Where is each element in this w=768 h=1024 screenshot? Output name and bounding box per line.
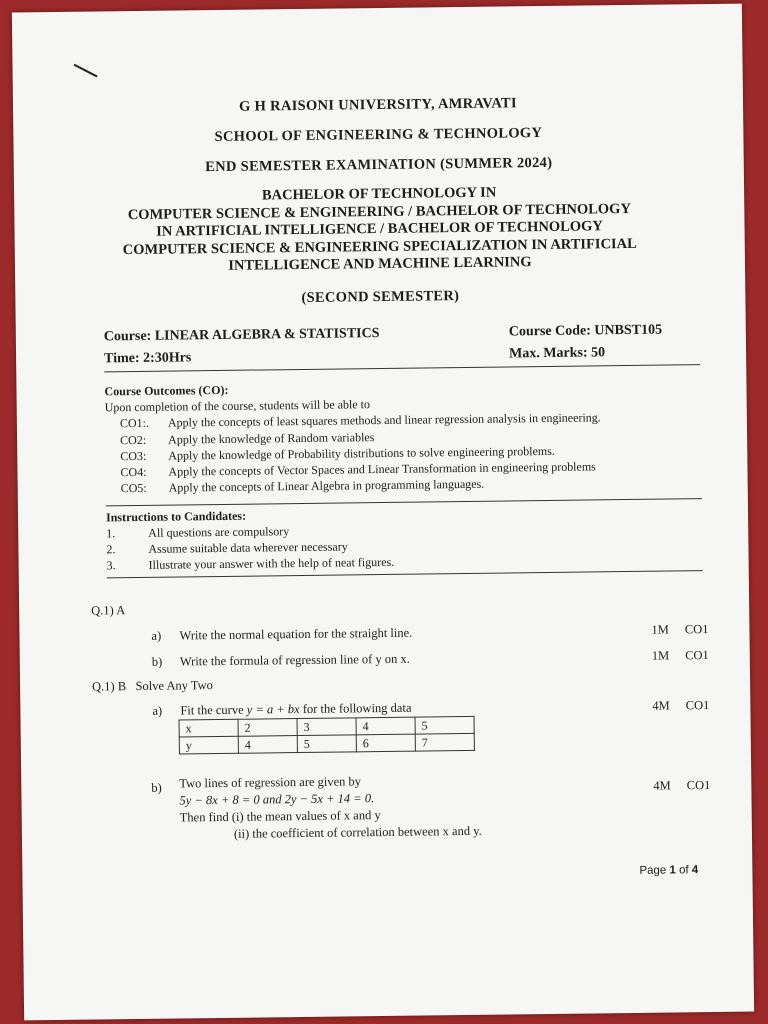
marks-co xyxy=(652,648,709,664)
marks: 1M xyxy=(651,648,670,663)
marks: 1M xyxy=(651,622,669,637)
table-cell: 4 xyxy=(238,736,297,754)
divider xyxy=(104,364,700,372)
table-cell: 5 xyxy=(415,716,474,734)
degree-line: INTELLIGENCE AND MACHINE LEARNING xyxy=(228,254,532,274)
marks: 4M xyxy=(653,778,671,793)
co-intro: Upon completion of the course, students will be able to xyxy=(104,397,371,415)
co-text: Apply the concepts of Vector Spaces and Linear Transformation in engineering problems xyxy=(168,459,596,479)
course-outcomes xyxy=(104,376,705,497)
marks-co xyxy=(651,622,708,638)
question-1a-label: Q.1) A xyxy=(91,603,126,618)
table-cell: 3 xyxy=(297,718,356,736)
page-current: 1 xyxy=(669,864,676,877)
sub-question-label: b) xyxy=(151,654,163,669)
question-label: Q.1) B xyxy=(92,679,127,694)
exam-title: END SEMESTER EXAMINATION (SUMMER 2024) xyxy=(205,154,553,176)
marks-co xyxy=(653,778,710,794)
instructions xyxy=(106,502,707,573)
data-table xyxy=(179,716,475,755)
co-text: Apply the concepts of Linear Algebra in programming languages. xyxy=(168,476,485,495)
co-code: CO3: xyxy=(120,448,147,464)
table-cell: 6 xyxy=(356,734,415,752)
sub-question-text xyxy=(179,772,482,844)
course-row-1 xyxy=(103,322,704,345)
marks-co xyxy=(652,698,709,714)
instruction-text: Assume suitable data wherever necessary xyxy=(148,539,348,556)
pen-mark xyxy=(74,64,98,78)
text-line: Then find (i) the mean values of x and y xyxy=(179,808,381,825)
degree-line: COMPUTER SCIENCE & ENGINEERING / BACHELOR OF TECHNOLOGY xyxy=(127,200,631,223)
table-cell: y xyxy=(179,736,238,754)
sub-question-label: a) xyxy=(151,628,162,643)
degree-line: IN ARTIFICIAL INTELLIGENCE / BACHELOR OF TECHNOLOGY xyxy=(156,218,603,240)
table-cell: x xyxy=(179,719,238,737)
page-total: 4 xyxy=(691,864,699,877)
question-instruction: Solve Any Two xyxy=(135,678,213,694)
page-of: of xyxy=(675,864,692,877)
instruction-number: 3. xyxy=(106,558,116,573)
degree-line: BACHELOR OF TECHNOLOGY IN xyxy=(261,184,497,204)
instruction-text: All questions are compulsory xyxy=(148,524,290,540)
exam-time: Time: 2:30Hrs xyxy=(104,350,192,367)
text-line: (ii) the coefficient of correlation between x and y. xyxy=(233,823,482,841)
instruction-number: 1. xyxy=(106,526,116,541)
text-line: Two lines of regression are given by xyxy=(179,774,362,791)
co-code: CO1:. xyxy=(119,416,149,431)
school-name: SCHOOL OF ENGINEERING & TECHNOLOGY xyxy=(214,125,543,146)
text-part: for the following data xyxy=(299,700,412,717)
table-cell: 4 xyxy=(356,717,415,735)
table-row xyxy=(179,733,474,754)
instruction-number: 2. xyxy=(106,542,116,557)
sub-question-label: b) xyxy=(151,780,162,795)
semester: (SECOND SEMESTER) xyxy=(301,287,460,306)
sub-question-label: a) xyxy=(152,703,163,718)
sub-question-text xyxy=(180,701,411,719)
table-cell: 5 xyxy=(297,735,356,753)
co-text: Apply the knowledge of Random variables xyxy=(168,429,375,447)
co-text: Apply the concepts of least squares methods and linear regression analysis in engineering. xyxy=(167,410,601,431)
text-part: Fit the curve xyxy=(180,702,247,718)
page-prefix: Page xyxy=(639,864,670,877)
co-code: CO5: xyxy=(120,481,147,496)
co-code: CO4: xyxy=(120,464,147,480)
page-number xyxy=(639,864,698,877)
sub-question-text: Write the formula of regression line of y on x. xyxy=(179,651,410,669)
co-text: Apply the knowledge of Probability distributions to solve engineering problems. xyxy=(168,443,555,463)
exam-header xyxy=(13,92,746,311)
sub-question-text: Write the normal equation for the straight line. xyxy=(179,625,413,643)
course-name: Course: LINEAR ALGEBRA & STATISTICS xyxy=(103,326,380,345)
max-marks: Max. Marks: 50 xyxy=(508,345,606,362)
marks: 4M xyxy=(652,698,670,713)
degree-line: COMPUTER SCIENCE & ENGINEERING SPECIALIZATION IN ARTIFICIAL xyxy=(122,235,637,258)
university-name: G H RAISONI UNIVERSITY, AMRAVATI xyxy=(239,95,518,115)
co-title: Course Outcomes (CO): xyxy=(104,382,229,399)
equation: y = a + bx xyxy=(246,702,300,717)
instructions-title: Instructions to Candidates: xyxy=(105,508,247,525)
co-ref: CO1 xyxy=(684,622,709,637)
instruction-text: Illustrate your answer with the help of neat figures. xyxy=(148,554,395,572)
equation: 5y − 8x + 8 = 0 and 2y − 5x + 14 = 0. xyxy=(179,791,375,808)
co-ref: CO1 xyxy=(686,778,711,793)
co-ref: CO1 xyxy=(685,698,710,713)
table-cell: 7 xyxy=(415,733,474,751)
exam-paper xyxy=(12,4,754,1021)
table-cell: 2 xyxy=(238,719,297,737)
course-row-2 xyxy=(104,344,704,367)
co-code: CO2: xyxy=(120,432,147,447)
course-code: Course Code: UNBST105 xyxy=(508,322,663,340)
co-ref: CO1 xyxy=(685,648,709,663)
question-1b-label xyxy=(92,678,213,694)
